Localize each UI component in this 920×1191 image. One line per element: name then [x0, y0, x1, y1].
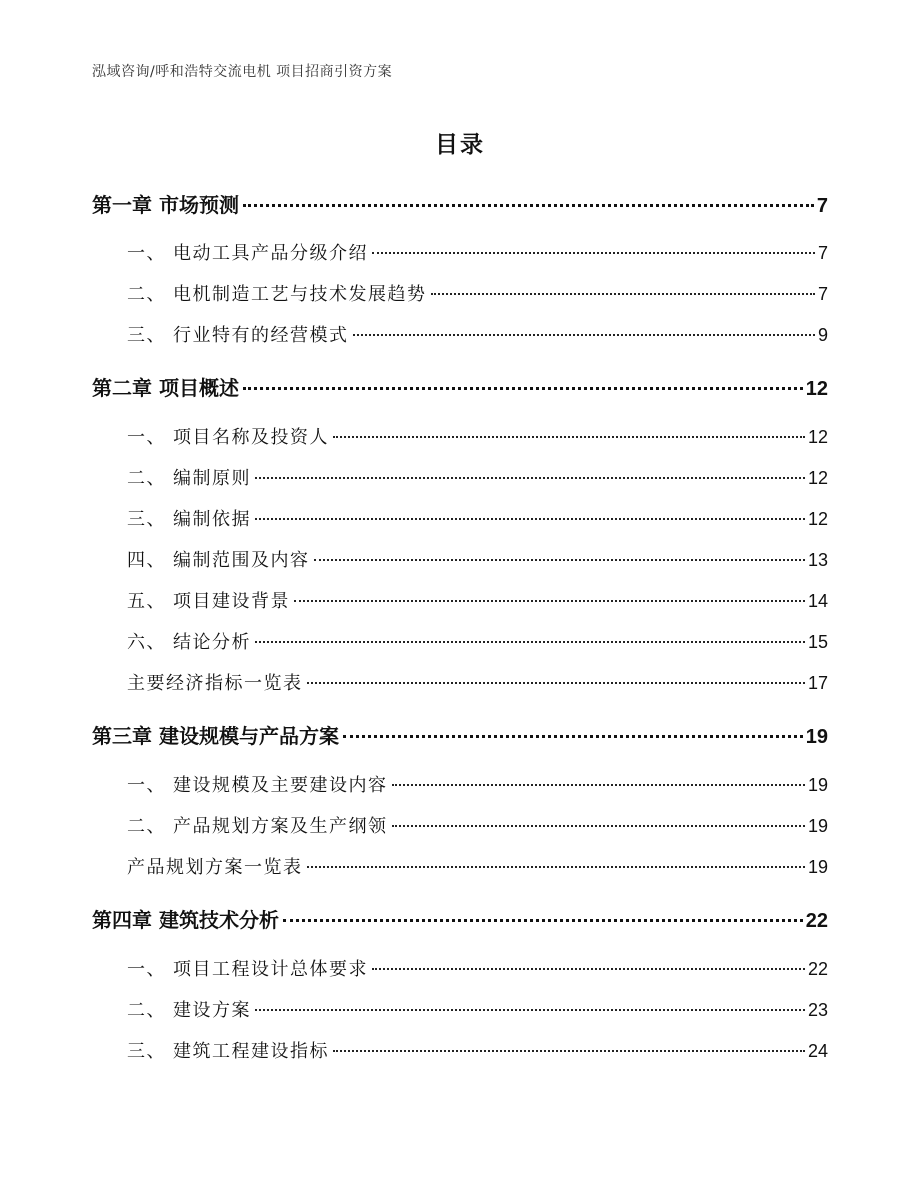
toc-section-entry[interactable]	[127, 587, 828, 613]
toc-entry-number: 四、	[127, 550, 166, 571]
toc-page-number: 22	[805, 910, 828, 932]
toc-entry-label	[127, 996, 251, 1022]
toc-entry-label	[127, 771, 388, 797]
toc-entry-number: 二、	[127, 816, 166, 837]
toc-entry-label	[127, 1037, 329, 1063]
toc-entry-text: 结论分析	[173, 632, 251, 653]
toc-entry-label	[127, 669, 303, 695]
toc-page-number: 12	[807, 468, 828, 488]
toc-entry-text: 产品规划方案及生产纲领	[173, 816, 388, 837]
toc-section-entry[interactable]	[127, 280, 828, 306]
toc-entry-text: 行业特有的经营模式	[173, 325, 349, 346]
toc-page-number: 19	[807, 816, 828, 836]
toc-entry-label	[127, 546, 310, 572]
toc-entry-label	[127, 628, 251, 654]
dot-leader	[294, 600, 805, 602]
toc-entry-number: 三、	[127, 325, 166, 346]
toc-entry-text: 第三章 建设规模与产品方案	[92, 724, 339, 748]
toc-section-entry[interactable]	[127, 955, 828, 981]
toc-entry-number: 一、	[127, 959, 166, 980]
toc-entry-label	[92, 904, 279, 933]
toc-entry-text: 电机制造工艺与技术发展趋势	[173, 284, 427, 305]
toc-entry-text: 主要经济指标一览表	[127, 673, 303, 694]
dot-leader	[372, 252, 815, 254]
page-title: 目录	[435, 132, 485, 158]
toc-entry-text: 电动工具产品分级介绍	[173, 243, 368, 264]
toc-chapter-entry[interactable]	[92, 904, 828, 933]
toc-entry-text: 项目名称及投资人	[173, 427, 329, 448]
dot-leader	[353, 334, 815, 336]
toc-section-entry[interactable]	[127, 505, 828, 531]
toc-entry-number: 二、	[127, 284, 166, 305]
toc-entry-label	[127, 280, 427, 306]
toc-entry-number: 二、	[127, 468, 166, 489]
toc-page-number: 24	[807, 1041, 828, 1061]
toc-page-number: 12	[807, 509, 828, 529]
toc-page-number: 23	[807, 1000, 828, 1020]
toc-entry-text: 产品规划方案一览表	[127, 857, 303, 878]
toc-page-number: 19	[805, 726, 828, 748]
toc-page-number: 17	[807, 673, 828, 693]
toc-entry-text: 第一章 市场预测	[92, 193, 239, 217]
toc-entry-label	[92, 720, 339, 749]
toc-entry-text: 建设规模及主要建设内容	[173, 775, 388, 796]
toc-entry-number: 一、	[127, 775, 166, 796]
toc-section-entry[interactable]	[127, 628, 828, 654]
toc-page-number: 12	[805, 378, 828, 400]
toc-page-number: 19	[807, 857, 828, 877]
toc-chapter-entry[interactable]	[92, 372, 828, 401]
toc-entry-text: 第二章 项目概述	[92, 376, 239, 400]
toc-entry-text: 编制原则	[173, 468, 251, 489]
toc-section-entry[interactable]	[127, 669, 828, 695]
toc-page-number: 9	[817, 325, 828, 345]
toc-page-number: 14	[807, 591, 828, 611]
dot-leader	[333, 436, 805, 438]
dot-leader	[255, 518, 805, 520]
toc-section-entry[interactable]	[127, 996, 828, 1022]
toc-entry-label	[127, 853, 303, 879]
toc-entry-text: 编制依据	[173, 509, 251, 530]
toc-section-entry[interactable]	[127, 853, 828, 879]
dot-leader	[255, 641, 805, 643]
toc-entry-label	[92, 372, 239, 401]
dot-leader	[255, 477, 805, 479]
dot-leader	[243, 204, 814, 207]
dot-leader	[255, 1009, 805, 1011]
toc-entry-text: 第四章 建筑技术分析	[92, 908, 279, 932]
toc-entry-label	[127, 587, 290, 613]
toc-section-entry[interactable]	[127, 464, 828, 490]
toc-entry-number: 一、	[127, 427, 166, 448]
toc-page-number: 22	[807, 959, 828, 979]
toc-entry-label	[127, 464, 251, 490]
dot-leader	[314, 559, 805, 561]
toc-page-number: 7	[817, 243, 828, 263]
toc-section-entry[interactable]	[127, 812, 828, 838]
toc-entry-number: 三、	[127, 509, 166, 530]
dot-leader	[431, 293, 815, 295]
toc-section-entry[interactable]	[127, 239, 828, 265]
dot-leader	[343, 735, 803, 738]
toc-entry-label	[92, 189, 239, 218]
toc-entry-text: 项目工程设计总体要求	[173, 959, 368, 980]
toc-entry-text: 编制范围及内容	[173, 550, 310, 571]
dot-leader	[283, 919, 803, 922]
toc-entry-label	[127, 321, 349, 347]
toc-entry-number: 六、	[127, 632, 166, 653]
toc-entry-label	[127, 423, 329, 449]
toc-entry-label	[127, 812, 388, 838]
toc-page-number: 7	[816, 195, 828, 217]
toc-entry-number: 三、	[127, 1041, 166, 1062]
toc-section-entry[interactable]	[127, 546, 828, 572]
toc-entry-text: 建筑工程建设指标	[173, 1041, 329, 1062]
toc-page-number: 15	[807, 632, 828, 652]
dot-leader	[392, 784, 805, 786]
toc-page-number: 19	[807, 775, 828, 795]
toc-section-entry[interactable]	[127, 423, 828, 449]
toc-entry-label	[127, 239, 368, 265]
dot-leader	[307, 682, 805, 684]
dot-leader	[333, 1050, 805, 1052]
toc-entry-number: 五、	[127, 591, 166, 612]
dot-leader	[372, 968, 805, 970]
toc-entry-text: 项目建设背景	[173, 591, 290, 612]
dot-leader	[243, 387, 803, 390]
dot-leader	[307, 866, 805, 868]
toc-page-number: 12	[807, 427, 828, 447]
toc-page-number: 7	[817, 284, 828, 304]
toc-entry-label	[127, 955, 368, 981]
toc-section-entry[interactable]	[127, 1037, 828, 1063]
toc-entry-number: 一、	[127, 243, 166, 264]
toc-entry-label	[127, 505, 251, 531]
toc-section-entry[interactable]	[127, 771, 828, 797]
page-header: 泓域咨询/呼和浩特交流电机 项目招商引资方案	[92, 64, 393, 80]
dot-leader	[392, 825, 805, 827]
toc-entry-number: 二、	[127, 1000, 166, 1021]
toc-entry-text: 建设方案	[173, 1000, 251, 1021]
toc-chapter-entry[interactable]	[92, 720, 828, 749]
toc-chapter-entry[interactable]	[92, 189, 828, 218]
toc-section-entry[interactable]	[127, 321, 828, 347]
toc-page-number: 13	[807, 550, 828, 570]
